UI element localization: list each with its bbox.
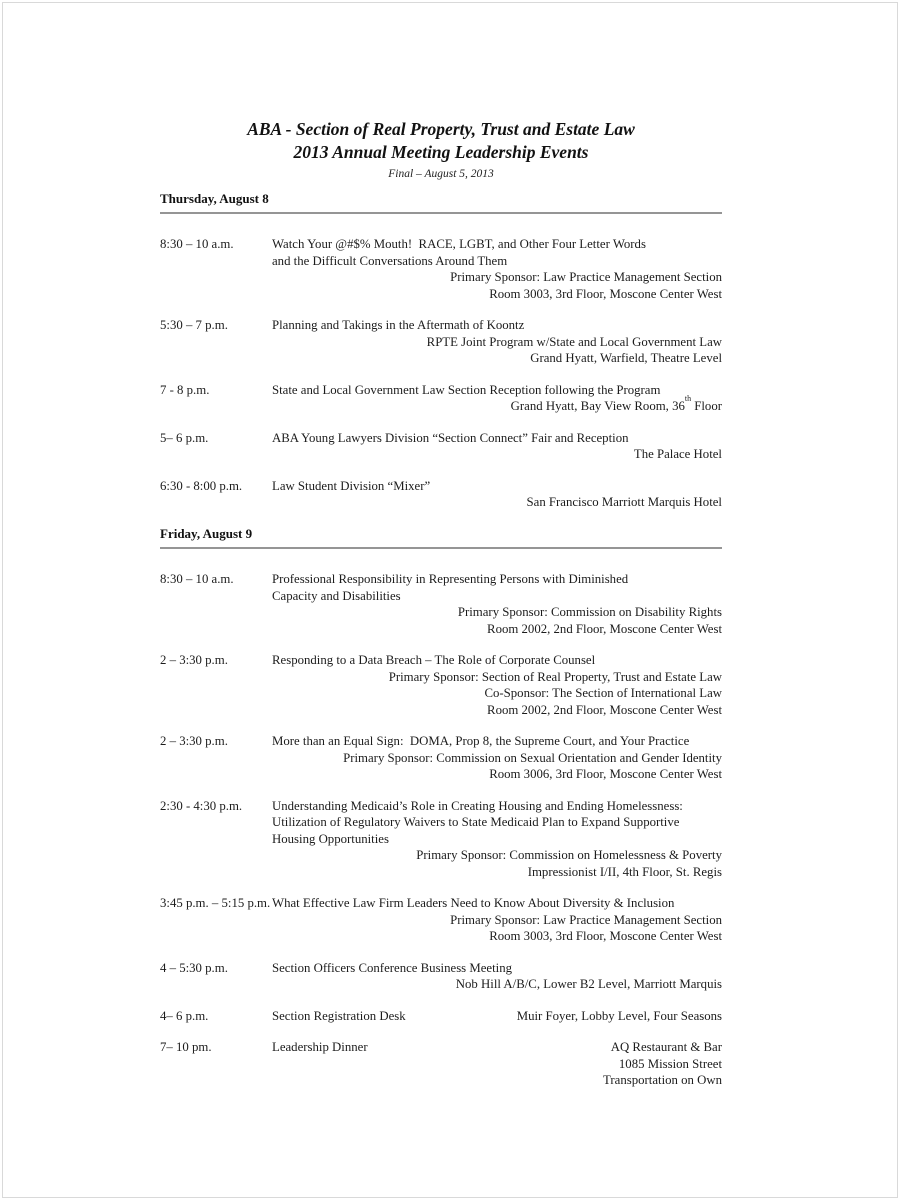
event-title: Housing Opportunities: [272, 831, 389, 846]
event-location: Primary Sponsor: Law Practice Management Section: [450, 912, 722, 927]
event-location: RPTE Joint Program w/State and Local Government Law: [426, 334, 722, 349]
event-row: [160, 895, 722, 945]
day-section-1: [160, 526, 722, 1089]
event-row: [160, 1008, 722, 1025]
event-title: and the Difficult Conversations Around Them: [272, 253, 508, 268]
event-location: Room 3003, 3rd Floor, Moscone Center West: [489, 929, 722, 943]
event-content: [272, 733, 722, 783]
event-time: 5:30 – 7 p.m.: [160, 318, 228, 332]
event-row: [160, 652, 722, 718]
event-location: Room 2002, 2nd Floor, Moscone Center West: [487, 702, 722, 717]
event-location: Primary Sponsor: Section of Real Property, Trust and Estate Law: [388, 669, 722, 684]
event-content: [272, 430, 722, 463]
event-time: 8:30 – 10 a.m.: [160, 572, 234, 586]
event-row: [160, 1039, 722, 1089]
document-title-line-1: ABA - Section of Real Property, Trust and Estate Law: [247, 119, 635, 139]
event-inline-row: [272, 1039, 722, 1056]
event-content: [272, 571, 722, 637]
event-content: [272, 1008, 722, 1025]
event-title: Responding to a Data Breach – The Role of Corporate Counsel: [272, 653, 596, 667]
event-inline-row: [272, 1008, 722, 1025]
event-content: [272, 1039, 722, 1089]
event-title: Understanding Medicaid’s Role in Creating Housing and Ending Homelessness:: [272, 798, 683, 813]
event-content: [272, 382, 722, 415]
event-content: [272, 895, 722, 945]
event-location: Nob Hill A/B/C, Lower B2 Level, Marriott Marquis: [455, 977, 722, 991]
event-location: Primary Sponsor: Law Practice Management Section: [450, 270, 722, 284]
schedule-document: [160, 0, 722, 1104]
event-location: Transportation on Own: [603, 1073, 722, 1087]
document-header: [160, 118, 722, 183]
event-content: [272, 960, 722, 993]
event-location: The Palace Hotel: [633, 447, 722, 461]
text-segment: Grand Hyatt, Bay View Room, 36: [510, 399, 685, 413]
event-location: [272, 394, 722, 415]
event-time: 5– 6 p.m.: [160, 430, 209, 445]
event-location: 1085 Mission Street: [618, 1056, 722, 1071]
event-location: Impressionist I/II, 4th Floor, St. Regis: [527, 864, 722, 879]
day-header: Friday, August 9: [160, 526, 722, 550]
event-location: Primary Sponsor: Commission on Sexual Orientation and Gender Identity: [343, 750, 722, 765]
event-title: ABA Young Lawyers Division “Section Connect” Fair and Reception: [272, 430, 629, 445]
event-title: Utilization of Regulatory Waivers to State Medicaid Plan to Expand Supportive: [272, 815, 680, 829]
event-time: 8:30 – 10 a.m.: [160, 237, 234, 251]
event-content: [272, 317, 722, 367]
day-section-0: [160, 191, 722, 511]
event-list: [160, 571, 722, 1089]
event-row: [160, 733, 722, 783]
event-location: Primary Sponsor: Commission on Homelessness & Poverty: [416, 848, 722, 862]
document-title-line-2: 2013 Annual Meeting Leadership Events: [293, 142, 589, 162]
event-time: 7– 10 pm.: [160, 1040, 212, 1054]
event-location: Room 3003, 3rd Floor, Moscone Center West: [489, 286, 722, 301]
event-location: Co-Sponsor: The Section of International Law: [484, 686, 722, 700]
event-title: Section Registration Desk: [272, 1008, 406, 1023]
event-location: Muir Foyer, Lobby Level, Four Seasons: [516, 1008, 722, 1023]
event-location: Primary Sponsor: Commission on Disability Rights: [457, 605, 722, 619]
event-content: [272, 236, 722, 302]
event-content: [272, 798, 722, 881]
event-row: [160, 960, 722, 993]
event-title: What Effective Law Firm Leaders Need to Know About Diversity & Inclusion: [272, 896, 675, 910]
event-title: Capacity and Disabilities: [272, 588, 401, 603]
event-row: [160, 430, 722, 463]
event-time: 4– 6 p.m.: [160, 1008, 209, 1023]
day-header: Thursday, August 8: [160, 191, 722, 215]
event-title: Professional Responsibility in Representing Persons with Diminished: [272, 572, 629, 586]
version-note: Final – August 5, 2013: [388, 168, 494, 180]
event-row: [160, 236, 722, 302]
event-time: 2 – 3:30 p.m.: [160, 734, 228, 748]
event-location: AQ Restaurant & Bar: [610, 1040, 722, 1054]
event-time: 2 – 3:30 p.m.: [160, 653, 228, 667]
schedule-sections: [160, 191, 722, 1089]
event-title: More than an Equal Sign: DOMA, Prop 8, the Supreme Court, and Your Practice: [272, 734, 690, 748]
event-time: 6:30 - 8:00 p.m.: [160, 478, 243, 493]
event-title: Section Officers Conference Business Meeting: [272, 960, 512, 975]
event-time: 3:45 p.m. – 5:15 p.m.: [160, 896, 271, 910]
event-title: Watch Your @#$% Mouth! RACE, LGBT, and Other Four Letter Words: [272, 237, 646, 251]
text-segment: Floor: [691, 399, 722, 413]
event-row: [160, 798, 722, 881]
event-title: Leadership Dinner: [272, 1040, 368, 1054]
event-row: [160, 478, 722, 511]
event-title: Planning and Takings in the Aftermath of Koontz: [272, 318, 525, 332]
event-row: [160, 571, 722, 637]
event-time: 4 – 5:30 p.m.: [160, 960, 228, 975]
ordinal-suffix: th: [684, 394, 692, 404]
event-location: San Francisco Marriott Marquis Hotel: [526, 495, 722, 509]
event-row: [160, 382, 722, 415]
event-location: Grand Hyatt, Warfield, Theatre Level: [530, 351, 722, 365]
event-list: [160, 236, 722, 511]
event-time: 7 - 8 p.m.: [160, 382, 210, 397]
event-time: 2:30 - 4:30 p.m.: [160, 798, 243, 813]
event-title: Law Student Division “Mixer”: [272, 478, 431, 493]
event-content: [272, 652, 722, 718]
event-location: Room 2002, 2nd Floor, Moscone Center West: [487, 621, 722, 636]
event-location: Room 3006, 3rd Floor, Moscone Center West: [489, 767, 722, 781]
event-title: State and Local Government Law Section Reception following the Program: [272, 382, 661, 397]
event-content: [272, 478, 722, 511]
event-row: [160, 317, 722, 367]
